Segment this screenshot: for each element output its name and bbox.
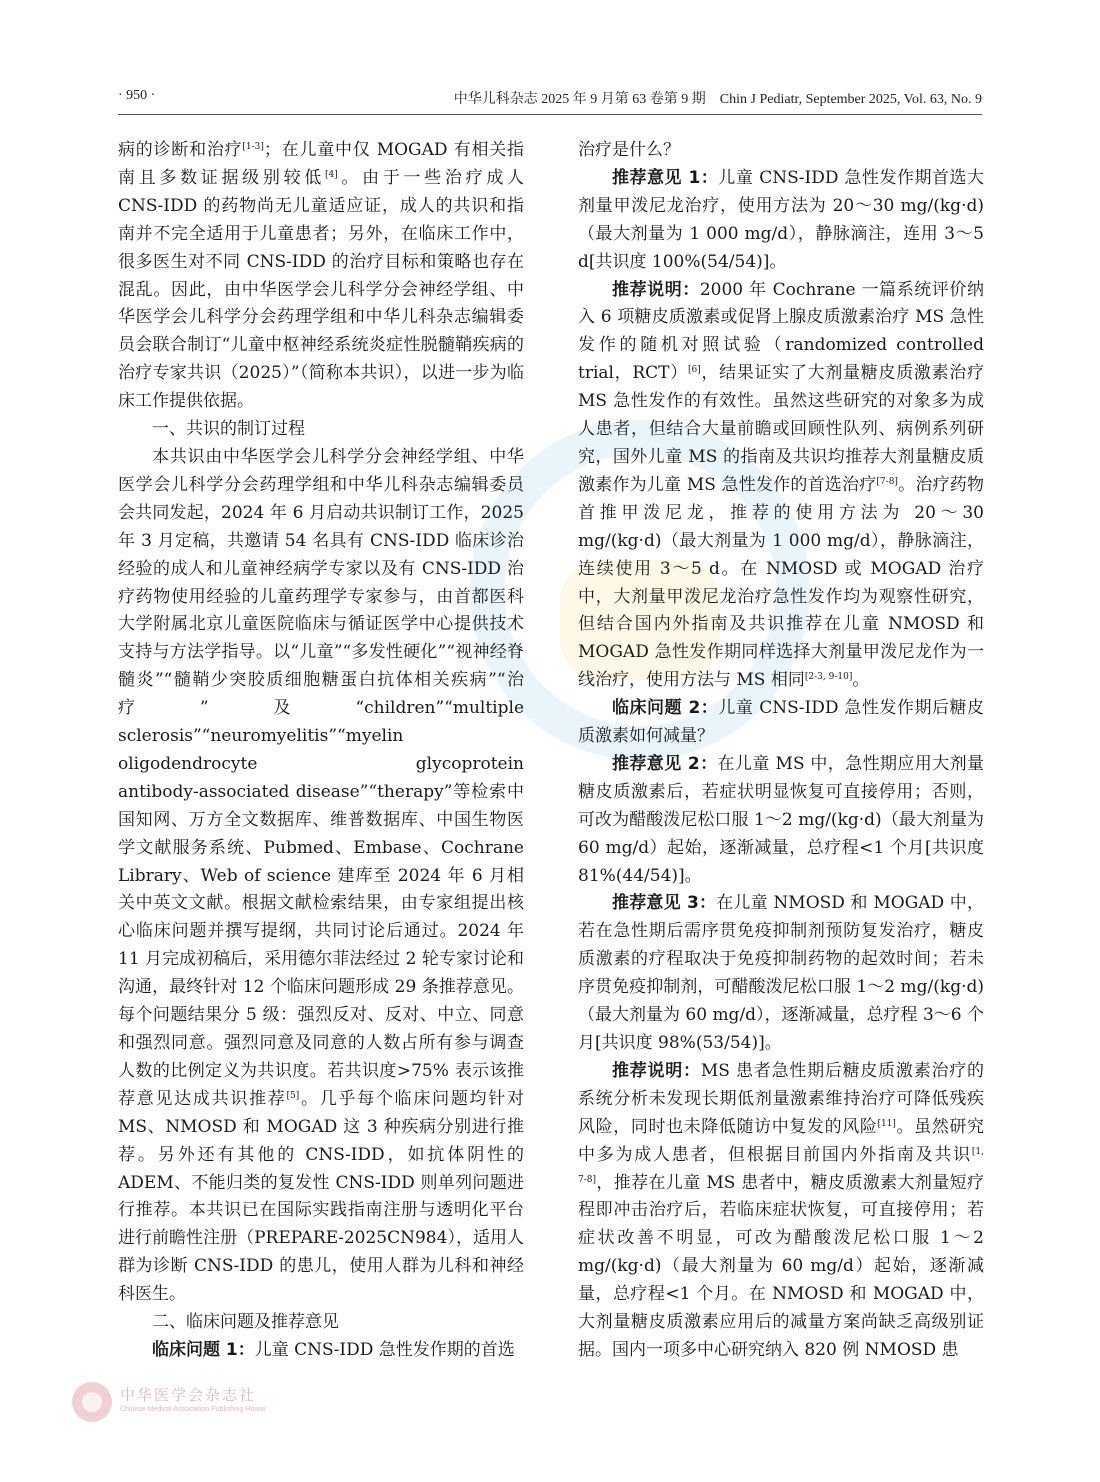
section-heading: 一、共识的制订过程	[152, 419, 305, 440]
page-number: · 950 ·	[118, 88, 156, 103]
paragraph: 本共识由中华医学会儿科学分会神经学组、中华医学会儿科学分会药理学组和中华儿科杂志编辑委员会共同发起，2024 年 6 月启动共识制订工作，2025 年 3 月定稿，共邀请 54 名具有 CNS‑IDD 临床诊治经验的成人和儿童神经病学专家以及有 CNS‑IDD 治疗药物使用经验的儿童药理学专家参与，由首都医科大学附属北京儿童医院临床与循证医学中心提供技术支持与方法学指导。以“儿童”“多发性硬化”“视神经脊髓炎”“髓鞘少突胶质细胞糖蛋白抗体相关疾病”“治疗”及“children”“multiple sclerosis”“neuromyelitis”“myelin oligodendrocyte glycoprotein antibody‑associated disease”“therapy”等检索中国知网、万方全文数据库、维普数据库、中国生物医学文献服务系统、Pubmed、Embase、Cochrane Library、Web of science 建库至 2024 年 6 月相关中英文文献。根据文献检索结果，由专家组提出核心临床问题并撰写提纲，共同讨论后通过。2024 年 11 月完成初稿后，采用德尔菲法经过 2 轮专家讨论和沟通，最终针对 12 个临床问题形成 29 条推荐意见。每个问题结果分 5 级：强烈反对、反对、中立、同意和强烈同意。强烈同意及同意的人数占所有参与调查人数的比例定义为共识度。若共识度>75% 表示该推荐意见达成共识推荐[5]。几乎每个临床问题均针对 MS、NMOSD 和 MOGAD 这 3 种疾病分别进行推荐。另外还有其他的 CNS‑IDD，如抗体阴性的 ADEM、不能归类的复发性 CNS‑IDD 则单列问题进行推荐。本共识已在国际实践指南注册与透明化平台进行前瞻性注册（PREPARE‑2025CN984），适用人群为诊断 CNS‑IDD 的患儿，使用人群为儿科和神经科医生。	[118, 446, 525, 1305]
citation-ref: [11]	[877, 1118, 896, 1129]
clinical-question: 临床问题 1：儿童 CNS‑IDD 急性发作期的首选	[152, 1339, 515, 1360]
recommendation-label: 推荐意见 2：	[612, 753, 718, 774]
citation-ref: [1‑3]	[242, 142, 264, 152]
citation-ref: [7‑8]	[876, 476, 898, 487]
recommendation: 推荐意见 2：在儿童 MS 中，急性期应用大剂量糖皮质激素后，若症状明显恢复可直接停用；否则，可改为醋酸泼尼松口服 1～2 mg/(kg·d)（最大剂量为 60 mg/d）起始，逐渐减量，总疗程<1 个月[共识度 81%(44/54)]。	[578, 753, 984, 886]
clinical-question-continued: 治疗是什么？	[578, 140, 680, 160]
citation-ref: [2‑3, 9‑10]	[804, 672, 853, 683]
recommendation-explanation: 推荐说明：MS 患者急性期后糖皮质激素治疗的系统分析未发现长期低剂量激素维持治疗可降低残疾风险，同时也未降低随访中复发的风险[11]。虽然研究中多为成人患者，但根据目前国内外指南及共识[1, 7‑8]，推荐在儿童 MS 患者中，糖皮质激素大剂量短疗程即冲击治疗后，若临床症状恢复，可直接停用；若症状改善不明显，可改为醋酸泼尼松口服 1～2 mg/(kg·d)（最大剂量为 60 mg/d）起始，逐渐减量，总疗程<1 个月。在 NMOSD 和 MOGAD 中，大剂量糖皮质激素应用后的减量方案尚缺乏高级别证据。国内一项多中心研究纳入 820 例 NMOSD 患	[578, 1060, 985, 1360]
right-column	[578, 137, 984, 1365]
question-label: 临床问题 1：	[152, 1339, 255, 1360]
publisher-name: 中华医学会杂志社	[120, 1386, 257, 1404]
recommendation-label: 推荐意见 3：	[612, 893, 717, 914]
citation-ref: [1, 7‑8]	[578, 1146, 984, 1185]
journal-citation: 中华儿科杂志 2025 年 9 月第 63 卷第 9 期 Chin J Pediatr, September 2025, Vol. 63, No. 9	[453, 92, 982, 107]
publisher-seal-icon	[72, 1382, 112, 1422]
explanation-label: 推荐说明：	[612, 1060, 701, 1081]
paragraph: 病的诊断和治疗[1‑3]；在儿童中仅 MOGAD 有相关指南且多数证据级别较低[4]。由于一些治疗成人 CNS‑IDD 的药物尚无儿童适应证，成人的共识和指南并不完全适用于儿童患者；另外，在临床工作中，很多医生对不同 CNS‑IDD 的治疗目标和策略也存在混乱。因此，由中华医学会儿科学分会神经学组、中华医学会儿科学分会药理学组和中华儿科杂志编辑委员会联合制订“儿童中枢神经系统炎症性脱髓鞘疾病的治疗专家共识（2025）”（简称本共识），以进一步为临床工作提供依据。	[118, 140, 525, 412]
citation-ref: [4]	[324, 169, 338, 180]
running-header	[118, 88, 982, 110]
left-column	[118, 137, 524, 1365]
publisher-name-english: Chinese Medical Association Publishing House	[120, 1406, 266, 1413]
citation-ref: [6]	[687, 365, 701, 376]
header-rule	[118, 114, 982, 115]
section-heading: 二、临床问题及推荐意见	[152, 1312, 339, 1333]
publisher-watermark-logo	[72, 1382, 492, 1422]
explanation-label: 推荐说明：	[612, 279, 700, 300]
recommendation-explanation: 推荐说明：2000 年 Cochrane 一篇系统评价纳入 6 项糖皮质激素或促肾上腺皮质激素治疗 MS 急性发作的随机对照试验（randomized controlled trial，RCT）[6]，结果证实了大剂量糖皮质激素治疗 MS 急性发作的有效性。虽然这些研究的对象多为成人患者，但结合大量前瞻或回顾性队列、病例系列研究，国外儿童 MS 的指南及共识均推荐大剂量糖皮质激素作为儿童 MS 急性发作的首选治疗[7‑8]。治疗药物首推甲泼尼龙，推荐的使用方法为 20～30 mg/(kg·d)（最大剂量为 1 000 mg/d），静脉滴注，连续使用 3～5 d。在 NMOSD 或 MOGAD 治疗中，大剂量甲泼尼龙治疗急性发作均为观察性研究，但结合国内外指南及共识推荐在儿童 NMOSD 和 MOGAD 急性发作期同样选择大剂量甲泼尼龙作为一线治疗，使用方法与 MS 相同[2‑3, 9‑10]。	[578, 279, 985, 691]
recommendation: 推荐意见 3：在儿童 NMOSD 和 MOGAD 中，若在急性期后需序贯免疫抑制剂预防复发治疗，糖皮质激素的疗程取决于免疫抑制药物的起效时间；若未序贯免疫抑制剂，可醋酸泼尼松口服 1～2 mg/(kg·d)（最大剂量为 60 mg/d），逐渐减量，总疗程 3～6 个月[共识度 98%(53/54)]。	[578, 893, 984, 1053]
recommendation: 推荐意见 1：儿童 CNS‑IDD 急性发作期首选大剂量甲泼尼龙治疗，使用方法为 20～30 mg/(kg·d)（最大剂量为 1 000 mg/d），静脉滴注，连用 3～5 d[共识度 100%(54/54)]。	[578, 167, 984, 272]
question-label: 临床问题 2：	[612, 698, 719, 719]
citation-ref: [5]	[286, 1090, 300, 1101]
recommendation-label: 推荐意见 1：	[612, 167, 719, 188]
clinical-question: 临床问题 2：儿童 CNS‑IDD 急性发作期后糖皮质激素如何减量？	[578, 698, 984, 747]
